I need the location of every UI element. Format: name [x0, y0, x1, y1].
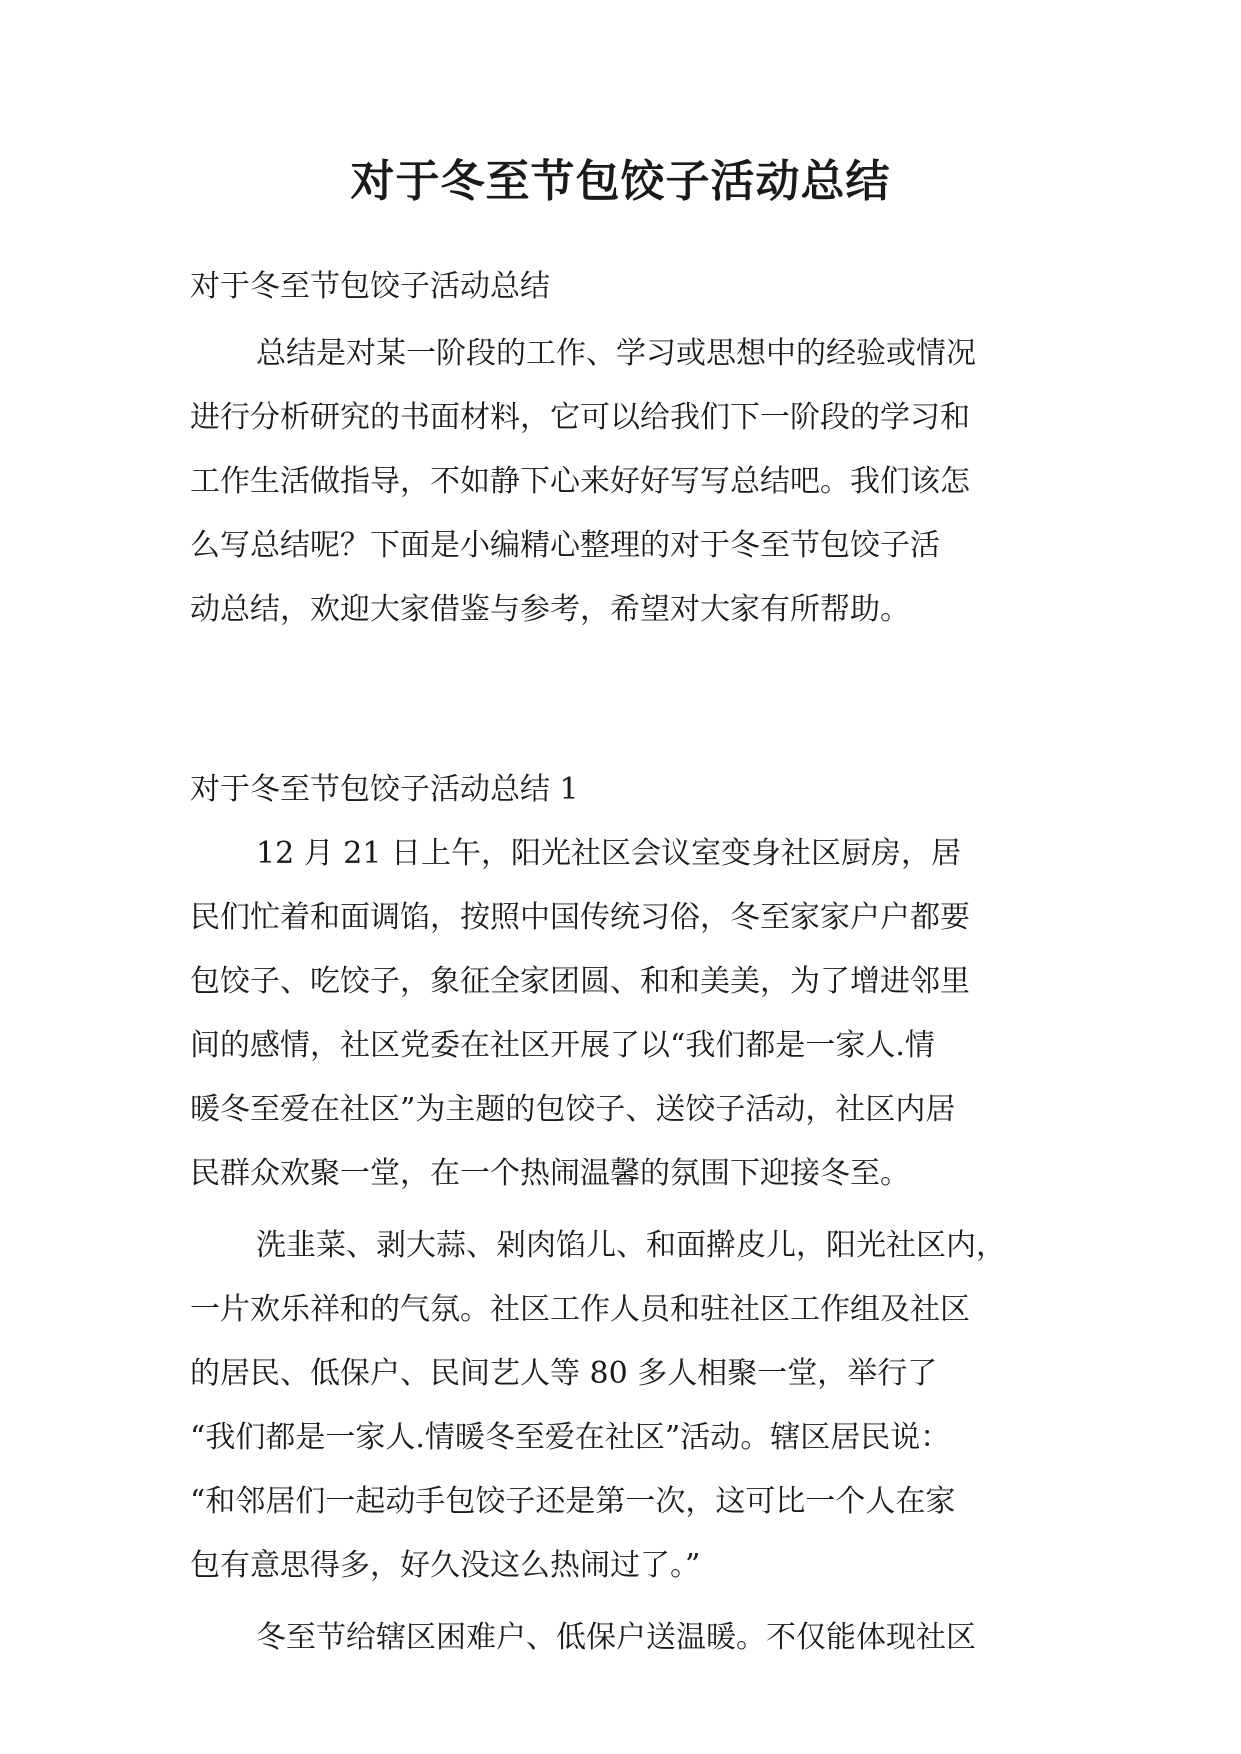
paragraph-line: 一片欢乐祥和的气氛。社区工作人员和驻社区工作组及社区	[190, 1292, 970, 1327]
paragraph-line: 包有意思得多，好久没这么热闹过了。”	[190, 1548, 701, 1583]
intro-line: 总结是对某一阶段的工作、学习或思想中的经验或情况	[256, 336, 976, 371]
intro-line: 进行分析研究的书面材料，它可以给我们下一阶段的学习和	[190, 400, 970, 435]
paragraph-line: 民群众欢聚一堂，在一个热闹温馨的氛围下迎接冬至。	[190, 1156, 910, 1191]
document-title: 对于冬至节包饺子活动总结	[350, 156, 891, 207]
paragraph-line: 12 月 21 日上午，阳光社区会议室变身社区厨房，居	[256, 836, 961, 871]
intro-heading: 对于冬至节包饺子活动总结	[190, 269, 550, 304]
paragraph-line: 包饺子、吃饺子，象征全家团圆、和和美美，为了增进邻里	[190, 964, 970, 999]
paragraph-line: 的居民、低保户、民间艺人等 80 多人相聚一堂，举行了	[190, 1356, 938, 1391]
paragraph-line: 民们忙着和面调馅，按照中国传统习俗，冬至家家户户都要	[190, 900, 970, 935]
paragraph-line: “我们都是一家人.情暖冬至爱在社区”活动。辖区居民说：	[190, 1420, 951, 1455]
paragraph-line: “和邻居们一起动手包饺子还是第一次，这可比一个人在家	[190, 1484, 956, 1519]
intro-line: 么写总结呢？下面是小编精心整理的对于冬至节包饺子活	[190, 528, 940, 563]
paragraph-line: 间的感情，社区党委在社区开展了以“我们都是一家人.情	[190, 1028, 935, 1063]
intro-line: 动总结，欢迎大家借鉴与参考，希望对大家有所帮助。	[190, 592, 910, 627]
paragraph-line: 暖冬至爱在社区”为主题的包饺子、送饺子活动，社区内居	[190, 1092, 956, 1127]
section-heading: 对于冬至节包饺子活动总结 1	[190, 772, 579, 807]
intro-line: 工作生活做指导，不如静下心来好好写写总结吧。我们该怎	[190, 464, 970, 499]
paragraph-line: 洗韭菜、剥大蒜、剁肉馅儿、和面擀皮儿，阳光社区内，	[256, 1228, 1006, 1263]
paragraph-line: 冬至节给辖区困难户、低保户送温暖。不仅能体现社区	[256, 1620, 976, 1655]
